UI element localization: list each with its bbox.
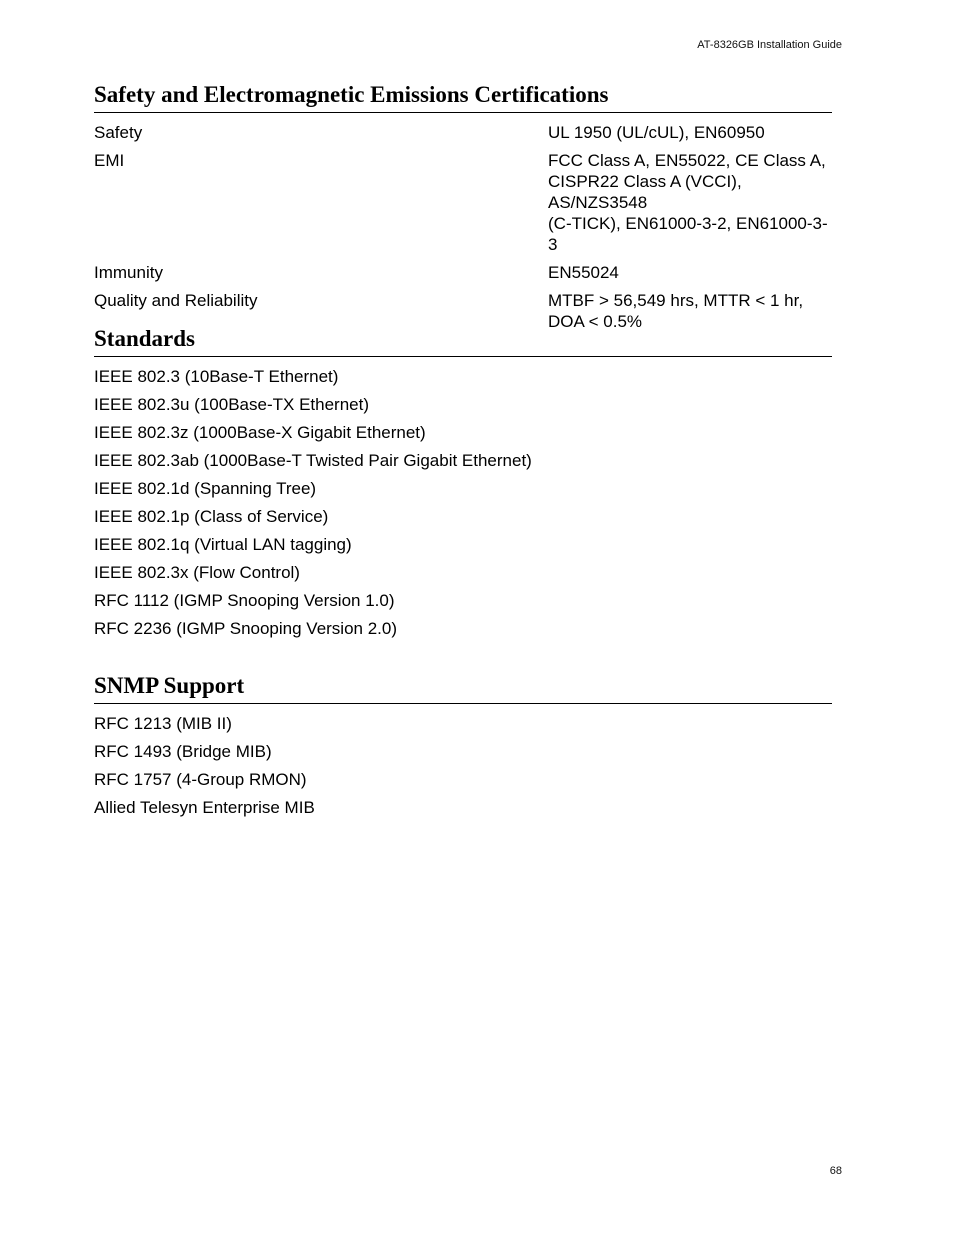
spec-label: Safety [94,123,143,142]
spec-value: EN55024 [548,263,619,282]
list-item: IEEE 802.3z (1000Base-X Gigabit Ethernet) [94,423,426,442]
list-item: IEEE 802.1p (Class of Service) [94,507,329,526]
list-item: RFC 1757 (4-Group RMON) [94,770,307,789]
section-title-snmp: SNMP Support [94,672,832,704]
list-item: IEEE 802.3ab (1000Base-T Twisted Pair Gigabit Ethernet) [94,451,532,470]
spec-row-emi [94,150,832,255]
spec-row-immunity [94,262,832,283]
page-number: 68 [829,1165,842,1177]
safety-section [94,81,832,339]
list-item: RFC 1493 (Bridge MIB) [94,742,272,761]
running-header: AT-8326GB Installation Guide [697,39,842,51]
list-item: RFC 2236 (IGMP Snooping Version 2.0) [94,619,398,638]
snmp-section [94,672,832,825]
section-title-safety: Safety and Electromagnetic Emissions Certifications [94,81,832,113]
standards-section [94,325,832,646]
spec-label: Quality and Reliability [94,291,258,310]
list-item: IEEE 802.3x (Flow Control) [94,563,300,582]
safety-spec-table [94,122,832,332]
standards-list [94,366,832,646]
spec-value: MTBF > 56,549 hrs, MTTR < 1 hr, DOA < 0.5% [548,291,804,331]
spec-row-safety [94,122,832,143]
list-item: RFC 1112 (IGMP Snooping Version 1.0) [94,591,395,610]
spec-value: UL 1950 (UL/cUL), EN60950 [548,123,765,142]
spec-label: EMI [94,151,125,170]
snmp-list [94,713,832,825]
spec-label: Immunity [94,263,163,282]
list-item: IEEE 802.1q (Virtual LAN tagging) [94,535,352,554]
list-item: RFC 1213 (MIB II) [94,714,232,733]
list-item: IEEE 802.3 (10Base-T Ethernet) [94,367,339,386]
list-item: IEEE 802.3u (100Base-TX Ethernet) [94,395,369,414]
spec-value: FCC Class A, EN55022, CE Class A, CISPR22 Class A (VCCI), AS/NZS3548 (C-TICK), EN61000-3-2, EN61000-3-3 [548,151,828,254]
list-item: IEEE 802.1d (Spanning Tree) [94,479,317,498]
list-item: Allied Telesyn Enterprise MIB [94,798,315,817]
section-title-standards: Standards [94,325,832,357]
